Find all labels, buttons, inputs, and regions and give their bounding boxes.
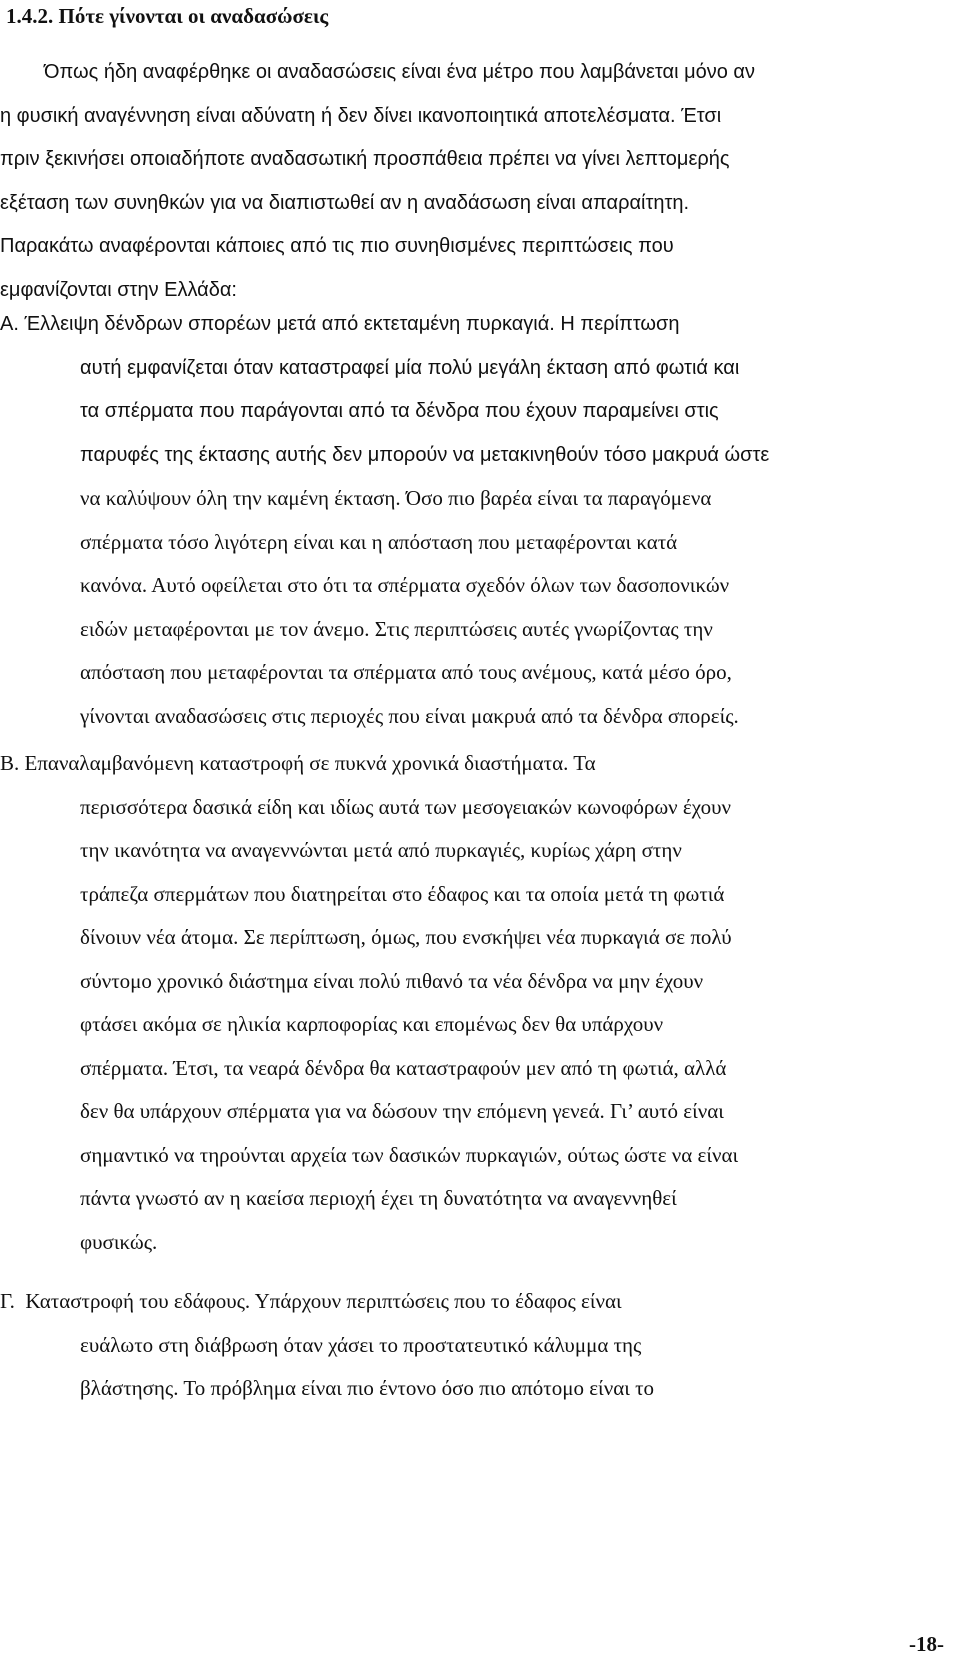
section-a-line: τα σπέρματα που παράγονται από τα δένδρα που έχουν παραμείνει στις: [80, 400, 719, 422]
section-b-line: δεν θα υπάρχουν σπέρματα για να δώσουν την επόμενη γενεά. Γι’ αυτό είναι: [80, 1099, 724, 1123]
intro-line: Παρακάτω αναφέρονται κάποιες από τις πιο συνηθισμένες περιπτώσεις που: [0, 235, 674, 257]
section-c-line: ευάλωτο στη διάβρωση όταν χάσει το προστατευτικό κάλυμμα της: [80, 1332, 642, 1357]
intro-line: η φυσική αναγέννηση είναι αδύνατη ή δεν δίνει ικανοποιητικά αποτελέσματα. Έτσι: [0, 104, 722, 127]
section-a-line: κανόνα. Αυτό οφείλεται στο ότι τα σπέρματα σχεδόν όλων των δασοπονικών: [80, 573, 730, 597]
section-a-line: απόσταση που μεταφέρονται τα σπέρματα από τους ανέμους, κατά μέσο όρο,: [80, 660, 732, 684]
page-number: -18-: [909, 1632, 944, 1656]
intro-line: Όπως ήδη αναφέρθηκε οι αναδασώσεις είναι ένα μέτρο που λαμβάνεται μόνο αν: [44, 61, 755, 83]
section-a-line: γίνονται αναδασώσεις στις περιοχές που είναι μακρυά από τα δένδρα σπορείς.: [80, 703, 739, 728]
section-b-line: πάντα γνωστό αν η καείσα περιοχή έχει τη δυνατότητα να αναγεννηθεί: [80, 1186, 677, 1210]
section-c-line: βλάστησης. Το πρόβλημα είναι πιο έντονο όσο πιο απότομο είναι το: [80, 1376, 655, 1400]
section-c-line: Γ. Καταστροφή του εδάφους. Υπάρχουν περιπτώσεις που το έδαφος είναι: [0, 1289, 622, 1313]
section-a-line: αυτή εμφανίζεται όταν καταστραφεί μία πολύ μεγάλη έκταση από φωτιά και: [80, 356, 740, 379]
section-a-line: να καλύψουν όλη την καμένη έκταση. Όσο πιο βαρέα είναι τα παραγόμενα: [80, 486, 712, 510]
section-b-line: φυσικώς.: [80, 1229, 158, 1254]
section-b-line: Β. Επαναλαμβανόμενη καταστροφή σε πυκνά χρονικά διαστήματα. Τα: [0, 751, 596, 775]
section-b-line: σπέρματα. Έτσι, τα νεαρά δένδρα θα καταστραφούν μεν από τη φωτιά, αλλά: [80, 1055, 727, 1080]
section-a-line: παρυφές της έκτασης αυτής δεν μπορούν να μετακινηθούν τόσο μακρυά ώστε: [80, 443, 770, 466]
section-b-line: δίνοιυν νέα άτομα. Σε περίπτωση, όμως, που ενσκήψει νέα πυρκαγιά σε πολύ: [80, 925, 732, 949]
section-b-line: σύντομο χρονικό διάστημα είναι πολύ πιθανό τα νέα δένδρα να μην έχουν: [80, 968, 704, 993]
section-b-line: περισσότερα δασικά είδη και ιδίως αυτά των μεσογειακών κωνοφόρων έχουν: [80, 794, 731, 819]
intro-line: εμφανίζονται στην Ελλάδα:: [0, 278, 237, 301]
intro-line: πριν ξεκινήσει οποιαδήποτε αναδασωτική προσπάθεια πρέπει να γίνει λεπτομερής: [0, 148, 730, 170]
intro-line: εξέταση των συνηθκών για να διαπιστωθεί αν η αναδάσωση είναι απαραίτητη.: [0, 191, 690, 214]
section-a-line: σπέρματα τόσο λιγότερη είναι και η απόσταση που μεταφέρονται κατά: [80, 529, 678, 554]
section-a-line: Α. Έλλειψη δένδρων σπορέων μετά από εκτεταμένη πυρκαγιά. Η περίπτωση: [0, 313, 680, 335]
section-heading: 1.4.2. Πότε γίνονται οι αναδασώσεις: [6, 4, 329, 28]
section-b-line: σημαντικό να τηρούνται αρχεία των δασικών πυρκαγιών, ούτως ώστε να είναι: [80, 1142, 739, 1167]
section-b-line: την ικανότητα να αναγεννώνται μετά από πυρκαγιές, κυρίως χάρη στην: [80, 838, 682, 862]
section-a-line: ειδών μεταφέρονται με τον άνεμο. Στις περιπτώσεις αυτές γνωρίζοντας την: [80, 616, 713, 641]
section-b-line: τράπεζα σπερμάτων που διατηρείται στο έδαφος και τα οποία μετά τη φωτιά: [80, 881, 725, 906]
section-b-line: φτάσει ακόμα σε ηλικία καρποφορίας και επομένως δεν θα υπάρχουν: [80, 1012, 664, 1036]
